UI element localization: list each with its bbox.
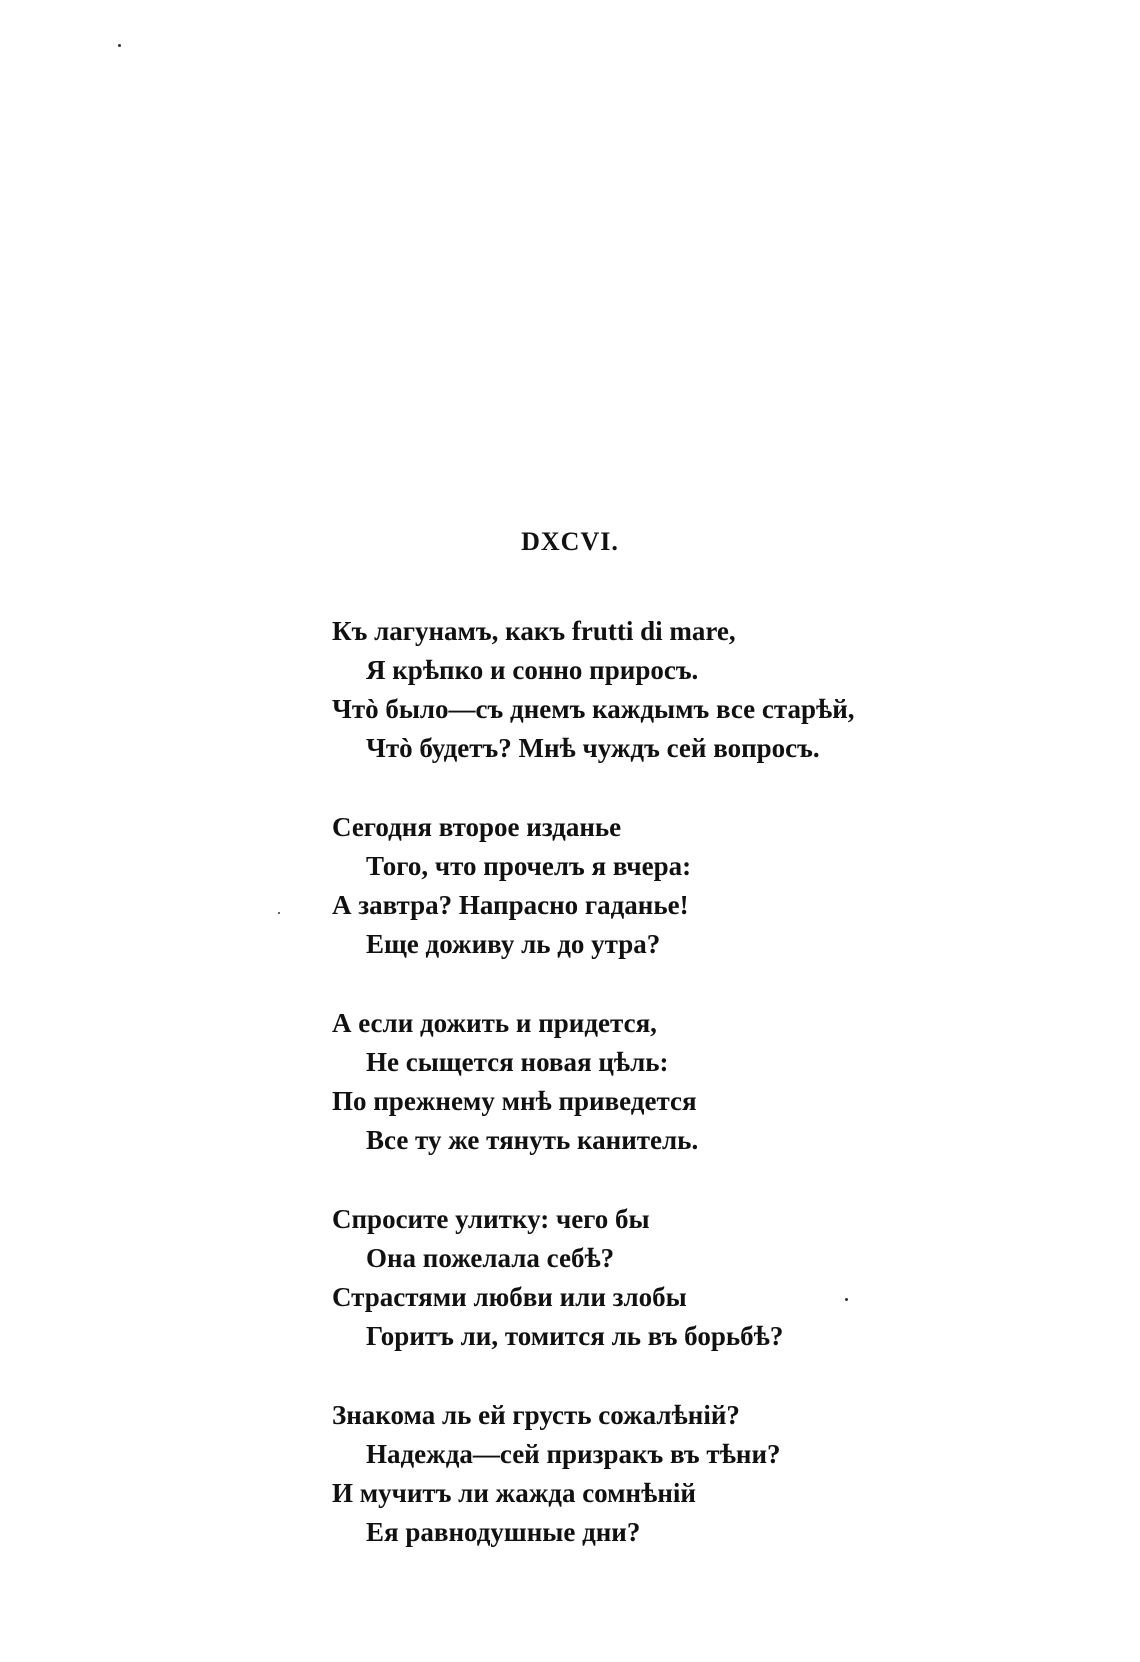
poem-line: Я крѣпко и сонно приросъ. bbox=[366, 655, 699, 685]
stanza-5 bbox=[332, 1396, 952, 1552]
poem-line: И мучитъ ли жажда сомнѣній bbox=[332, 1478, 696, 1508]
poem-line: Чтò было—съ днемъ каждымъ все старѣй, bbox=[332, 694, 855, 724]
stanza-2 bbox=[332, 808, 952, 964]
poem-body bbox=[332, 612, 952, 1592]
poem-line: Она пожелала себѣ? bbox=[366, 1243, 615, 1273]
stanza-4 bbox=[332, 1200, 952, 1356]
poem-line: Ея равнодушные дни? bbox=[366, 1517, 641, 1547]
poem-line: Надежда—сей призракъ въ тѣни? bbox=[366, 1439, 781, 1469]
poem-line: Не сыщется новая цѣль: bbox=[366, 1047, 669, 1077]
stanza-1 bbox=[332, 612, 952, 768]
poem-line: Горитъ ли, томится ль въ борьбѣ? bbox=[366, 1321, 784, 1351]
poem-line: Еще доживу ль до утра? bbox=[366, 929, 661, 959]
poem-line: А если дожить и придется, bbox=[332, 1008, 657, 1038]
poem-line: Чтò будетъ? Мнѣ чуждъ сей вопросъ. bbox=[366, 733, 820, 763]
poem-line: Спросите улитку: чего бы bbox=[332, 1204, 650, 1234]
poem-line: Сегодня второе изданье bbox=[332, 812, 622, 842]
print-speck bbox=[278, 912, 280, 914]
poem-line: Знакома ль ей грусть сожалѣній? bbox=[332, 1400, 740, 1430]
poem-line: Страстями любви или злобы bbox=[332, 1282, 687, 1312]
poem-line: А завтра? Напрасно гаданье! bbox=[332, 890, 689, 920]
poem-line: По прежнему мнѣ приведется bbox=[332, 1086, 697, 1116]
poem-number-heading: DXCVI. bbox=[521, 527, 619, 556]
print-speck bbox=[118, 44, 121, 47]
poem-line: Того, что прочелъ я вчера: bbox=[366, 851, 692, 881]
stanza-3 bbox=[332, 1004, 952, 1160]
poem-line: Къ лагунамъ, какъ frutti di mare, bbox=[332, 616, 736, 646]
poem-line: Все ту же тянуть канитель. bbox=[366, 1125, 699, 1155]
